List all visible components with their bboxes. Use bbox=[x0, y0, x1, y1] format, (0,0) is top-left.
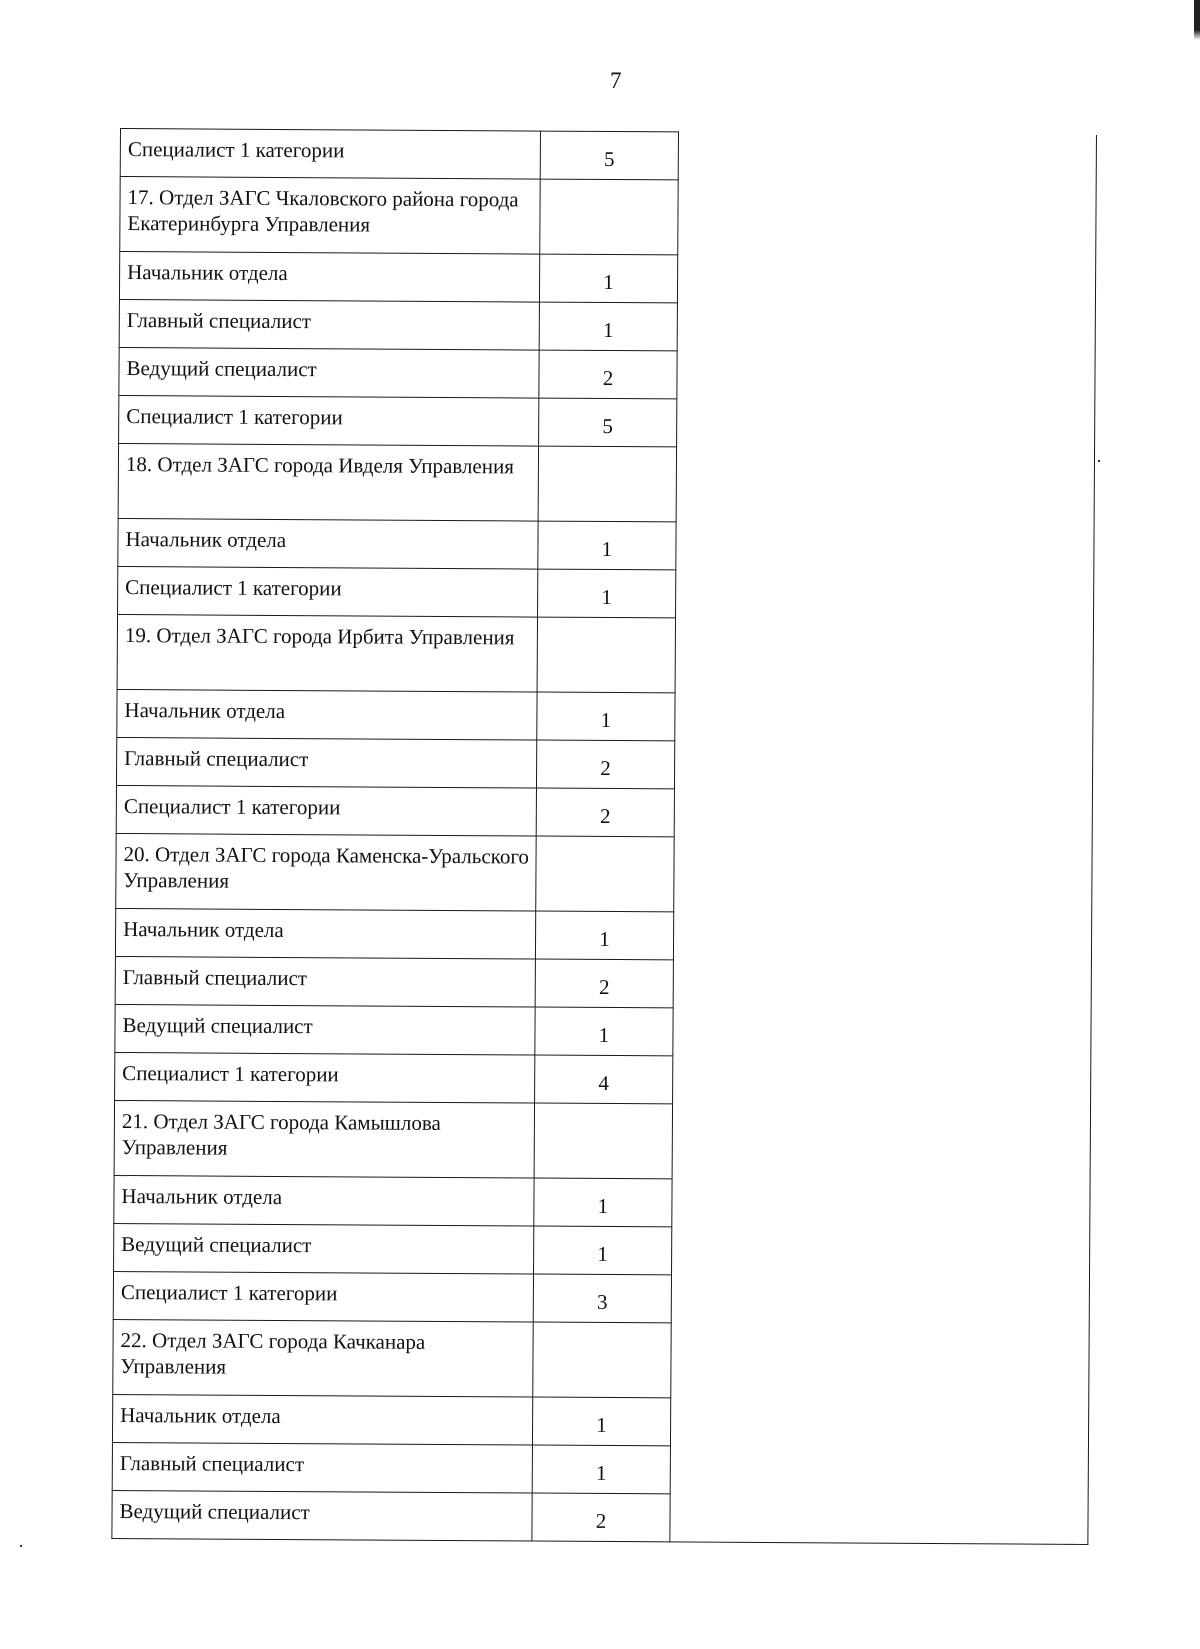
position-title: Специалист 1 категории bbox=[115, 1052, 535, 1103]
department-title: 18. Отдел ЗАГС города Ивделя Управления bbox=[118, 443, 538, 521]
position-row bbox=[120, 129, 1096, 183]
staff-count: 2 bbox=[536, 788, 674, 837]
department-title: 20. Отдел ЗАГС города Каменска-Уральского Управления bbox=[116, 833, 536, 911]
position-title: Специалист 1 категории bbox=[116, 785, 536, 836]
position-title: Главный специалист bbox=[116, 737, 536, 788]
staff-count: 1 bbox=[534, 1226, 672, 1275]
staff-table bbox=[111, 128, 1097, 1545]
staff-count: 1 bbox=[537, 692, 675, 741]
scan-speck bbox=[20, 1545, 22, 1547]
staff-count: 1 bbox=[538, 569, 676, 618]
page-number: 7 bbox=[610, 68, 622, 93]
scan-edge-mark bbox=[1194, 0, 1200, 40]
position-title: Специалист 1 категории bbox=[118, 566, 538, 617]
staff-count: 5 bbox=[540, 131, 678, 180]
staff-table-body bbox=[112, 129, 1097, 1545]
position-title: Главный специалист bbox=[112, 1442, 532, 1493]
staff-count bbox=[533, 1322, 671, 1398]
staff-count: 2 bbox=[539, 350, 677, 399]
position-title: Ведущий специалист bbox=[114, 1223, 534, 1274]
position-title: Ведущий специалист bbox=[119, 347, 539, 398]
staff-count: 2 bbox=[535, 959, 673, 1008]
department-title: 17. Отдел ЗАГС Чкаловского района города Екатеринбурга Управления bbox=[120, 177, 540, 255]
staff-count: 2 bbox=[536, 740, 674, 789]
position-title: Начальник отдела bbox=[112, 1394, 532, 1445]
position-title: Ведущий специалист bbox=[112, 1490, 532, 1541]
staff-count: 5 bbox=[539, 398, 677, 447]
staff-count: 1 bbox=[539, 302, 677, 351]
staff-count bbox=[534, 1103, 672, 1179]
position-title: Специалист 1 категории bbox=[120, 129, 540, 180]
position-title: Начальник отдела bbox=[115, 908, 535, 959]
staff-count bbox=[540, 179, 678, 255]
staff-count: 1 bbox=[539, 254, 677, 303]
position-title: Главный специалист bbox=[115, 956, 535, 1007]
department-title: 19. Отдел ЗАГС города Ирбита Управления bbox=[117, 614, 537, 692]
empty-column bbox=[670, 132, 1097, 1545]
staff-count: 1 bbox=[538, 521, 676, 570]
position-title: Главный специалист bbox=[119, 299, 539, 350]
staff-count: 1 bbox=[532, 1397, 670, 1446]
position-title: Начальник отдела bbox=[119, 252, 539, 303]
staff-count: 1 bbox=[532, 1445, 670, 1494]
position-title: Начальник отдела bbox=[114, 1175, 534, 1226]
staff-count: 1 bbox=[535, 1007, 673, 1056]
scan-speck bbox=[1098, 460, 1100, 462]
position-title: Специалист 1 категории bbox=[113, 1271, 533, 1322]
staff-count bbox=[537, 617, 675, 693]
department-title: 21. Отдел ЗАГС города Камышлова Управления bbox=[114, 1100, 534, 1178]
department-title: 22. Отдел ЗАГС города Качканара Управления bbox=[113, 1319, 533, 1397]
staff-count bbox=[536, 836, 674, 912]
staff-count: 1 bbox=[535, 911, 673, 960]
staff-count: 1 bbox=[534, 1178, 672, 1227]
position-title: Ведущий специалист bbox=[115, 1004, 535, 1055]
staff-count: 3 bbox=[533, 1274, 671, 1323]
staff-count bbox=[538, 446, 676, 522]
position-title: Начальник отдела bbox=[117, 689, 537, 740]
position-title: Начальник отдела bbox=[118, 518, 538, 569]
position-title: Специалист 1 категории bbox=[119, 395, 539, 446]
staff-count: 2 bbox=[532, 1493, 670, 1542]
staff-count: 4 bbox=[535, 1055, 673, 1104]
